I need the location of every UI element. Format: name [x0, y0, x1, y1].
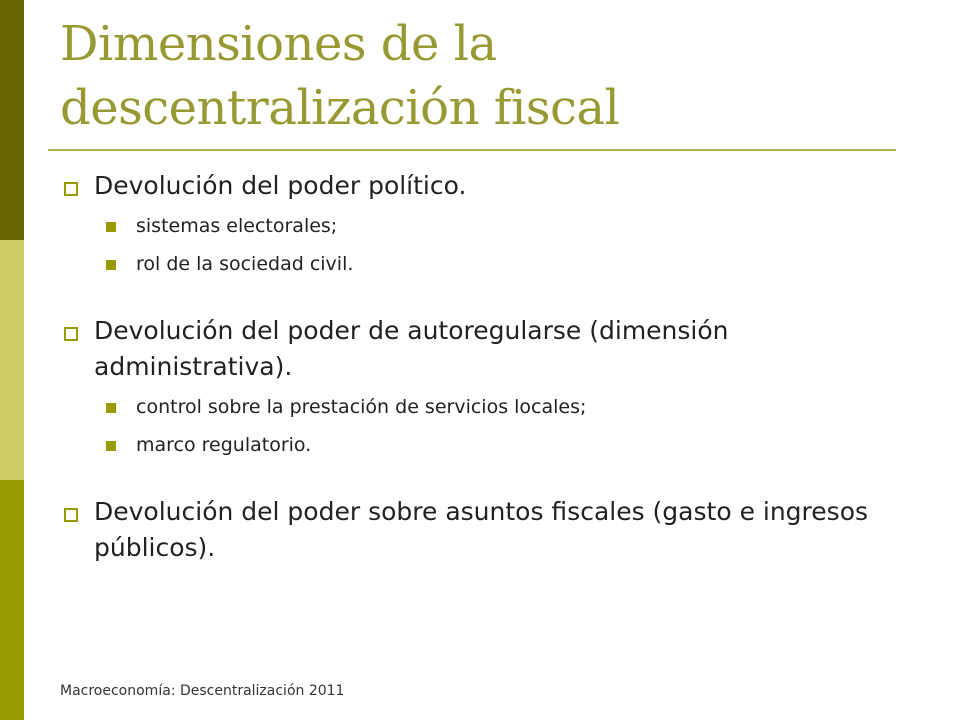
sub-bullet-text: control sobre la prestación de servicios locales; [136, 396, 587, 418]
bullet-item-political [60, 168, 920, 204]
sidebar-segment-dark [0, 0, 24, 240]
filled-square-bullet-icon [106, 222, 116, 232]
bullet-item-fiscal [60, 494, 920, 566]
sub-bullet-item [60, 433, 920, 457]
filled-square-bullet-icon [106, 260, 116, 270]
filled-square-bullet-icon [106, 403, 116, 413]
hollow-square-bullet-icon [64, 182, 78, 196]
slide-title: Dimensiones de la descentralización fiscal [60, 16, 620, 136]
sub-bullet-item [60, 214, 920, 238]
sub-bullet-text: sistemas electorales; [136, 215, 338, 237]
sidebar-color-bar [0, 0, 24, 720]
slide-footer: Macroeconomía: Descentralización 2011 [60, 683, 345, 699]
filled-square-bullet-icon [106, 441, 116, 451]
sub-bullet-text: marco regulatorio. [136, 434, 312, 456]
bullet-text: Devolución del poder de autoregularse (dimensión administrativa). [94, 316, 729, 381]
sidebar-segment-mid [0, 480, 24, 720]
bullet-text: Devolución del poder político. [94, 171, 467, 200]
title-divider [48, 149, 896, 151]
bullet-text: Devolución del poder sobre asuntos fiscales (gasto e ingresos públicos). [94, 497, 869, 562]
spacer [60, 457, 920, 494]
sub-bullet-item [60, 252, 920, 276]
hollow-square-bullet-icon [64, 508, 78, 522]
sub-bullet-text: rol de la sociedad civil. [136, 253, 354, 275]
bullet-item-administrative [60, 313, 920, 385]
spacer [60, 276, 920, 313]
hollow-square-bullet-icon [64, 327, 78, 341]
slide-body [60, 168, 920, 566]
sub-bullet-item [60, 395, 920, 419]
sidebar-segment-light [0, 240, 24, 480]
